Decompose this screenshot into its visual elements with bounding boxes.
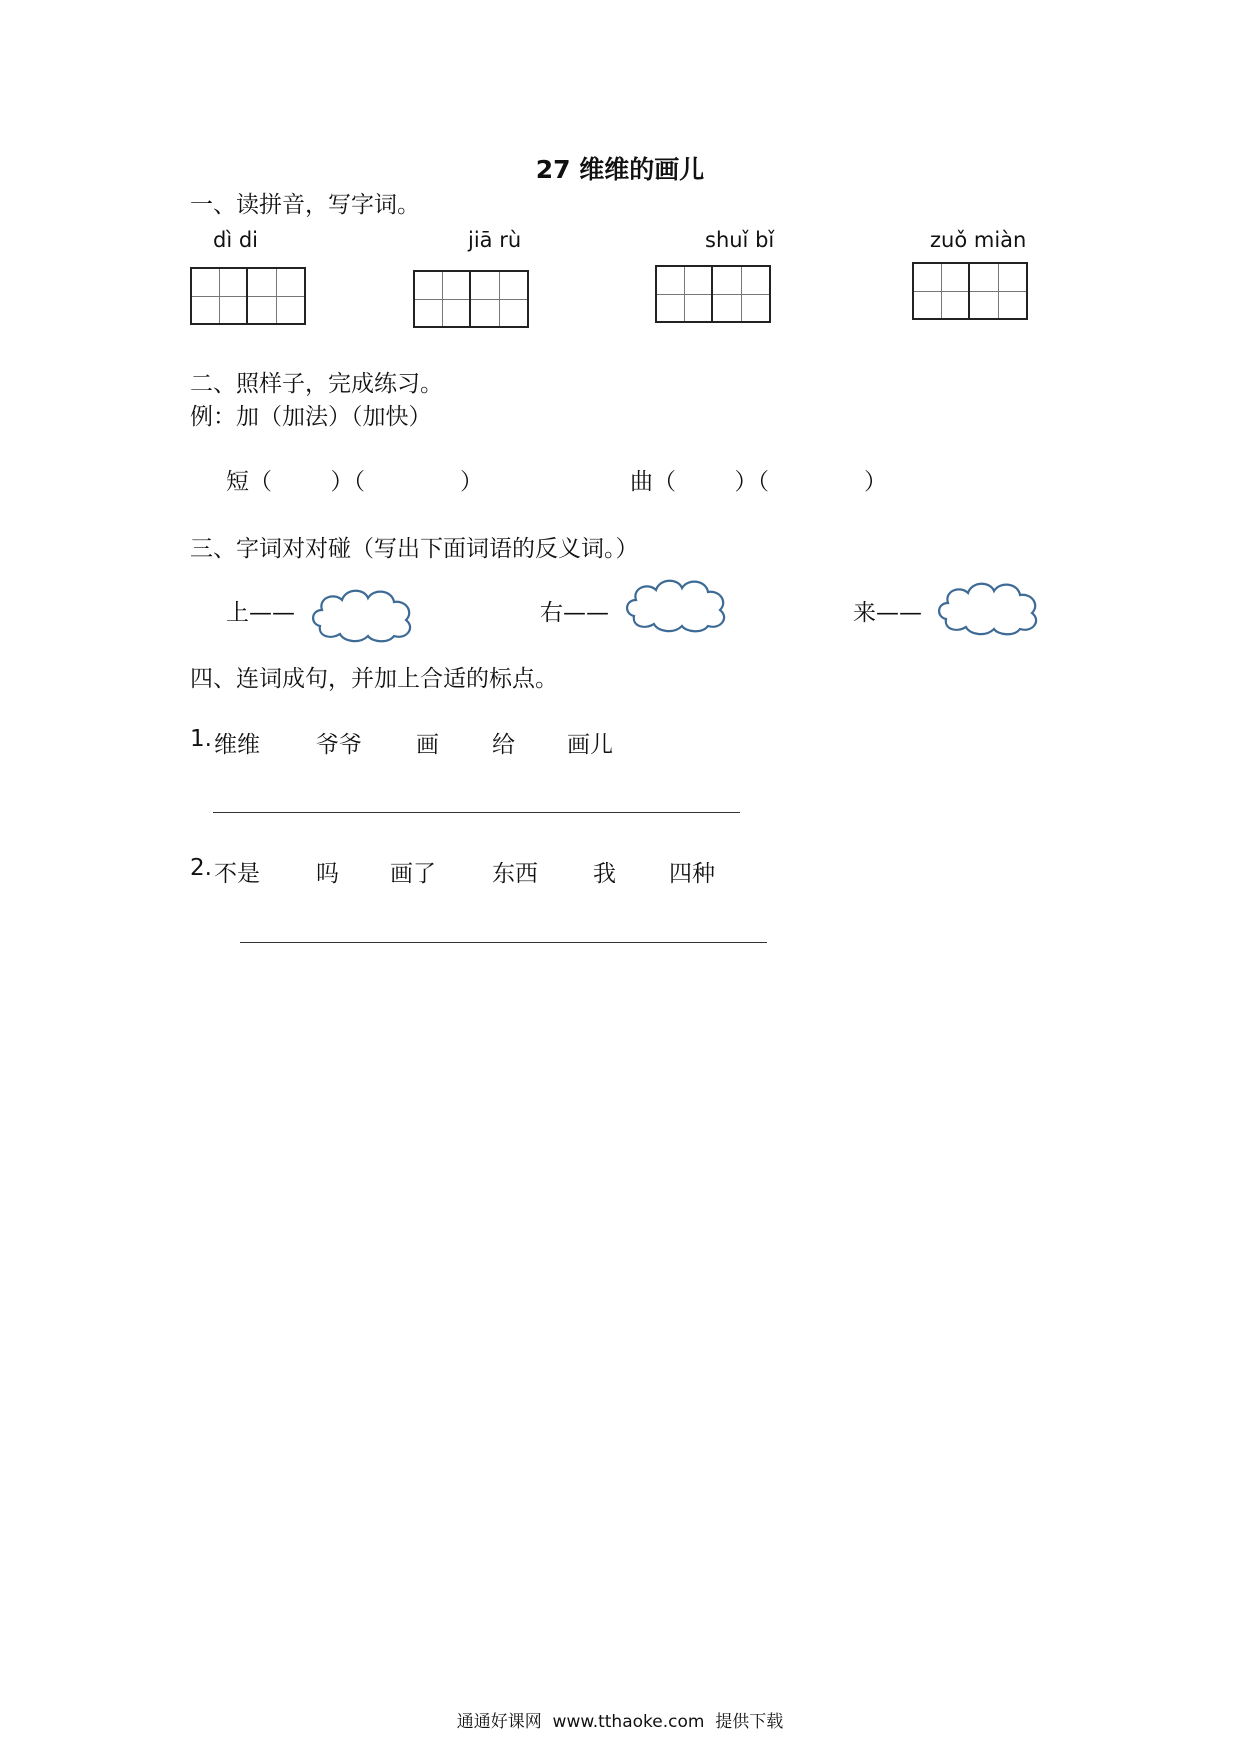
section-1-heading: 一、读拼音，写字词。 (190, 192, 420, 218)
question-number-2: 2. (190, 855, 212, 881)
page-footer: 通通好课网 www.tthaoke.com 提供下载 (456, 1712, 784, 1732)
word-card: 东西 (492, 861, 538, 887)
pinyin-2: jiā rù (468, 228, 522, 252)
pinyin-3: shuǐ bǐ (705, 228, 775, 252)
section-2-example: 例：加（加法）（加快） (190, 404, 432, 430)
tianzige-cell[interactable] (471, 270, 529, 328)
antonym-label-2: 右—— (540, 600, 609, 626)
word-card: 维维 (214, 732, 260, 758)
tianzige-box-4[interactable] (912, 262, 1028, 320)
word-card: 画了 (390, 861, 436, 887)
tianzige-box-1[interactable] (190, 267, 306, 325)
tianzige-cell[interactable] (248, 267, 306, 325)
tianzige-cell[interactable] (912, 262, 970, 320)
word-card: 不是 (214, 861, 260, 887)
cloud-answer-box-3[interactable] (934, 575, 1044, 637)
pinyin-4: zuǒ miàn (930, 228, 1027, 252)
section-2-heading: 二、照样子，完成练习。 (190, 371, 443, 397)
pinyin-1: dì di (213, 228, 259, 252)
section-3-heading: 三、字词对对碰（写出下面词语的反义词。） (190, 536, 639, 562)
antonym-label-3: 来—— (853, 600, 922, 626)
word-card: 四种 (669, 861, 715, 887)
page-title: 27 维维的画儿 (535, 155, 705, 184)
tianzige-box-2[interactable] (413, 270, 529, 328)
answer-line-1[interactable] (213, 812, 740, 813)
tianzige-cell[interactable] (190, 267, 248, 325)
answer-line-2[interactable] (240, 942, 767, 943)
cloud-answer-box-2[interactable] (622, 572, 732, 634)
word-card: 爷爷 (316, 732, 362, 758)
word-card: 我 (593, 861, 616, 887)
tianzige-cell[interactable] (413, 270, 471, 328)
section-2-question-1[interactable]: 短（ ）（ ） (226, 469, 484, 495)
word-card: 给 (492, 732, 515, 758)
tianzige-cell[interactable] (713, 265, 771, 323)
tianzige-cell[interactable] (655, 265, 713, 323)
word-card: 画儿 (567, 732, 613, 758)
section-4-heading: 四、连词成句，并加上合适的标点。 (190, 666, 558, 692)
tianzige-cell[interactable] (970, 262, 1028, 320)
question-number-1: 1. (190, 726, 212, 752)
tianzige-box-3[interactable] (655, 265, 771, 323)
antonym-label-1: 上—— (226, 600, 295, 626)
word-card: 吗 (316, 861, 339, 887)
section-2-question-2[interactable]: 曲（ ）（ ） (630, 469, 888, 495)
word-card: 画 (416, 732, 439, 758)
cloud-answer-box-1[interactable] (308, 582, 418, 644)
